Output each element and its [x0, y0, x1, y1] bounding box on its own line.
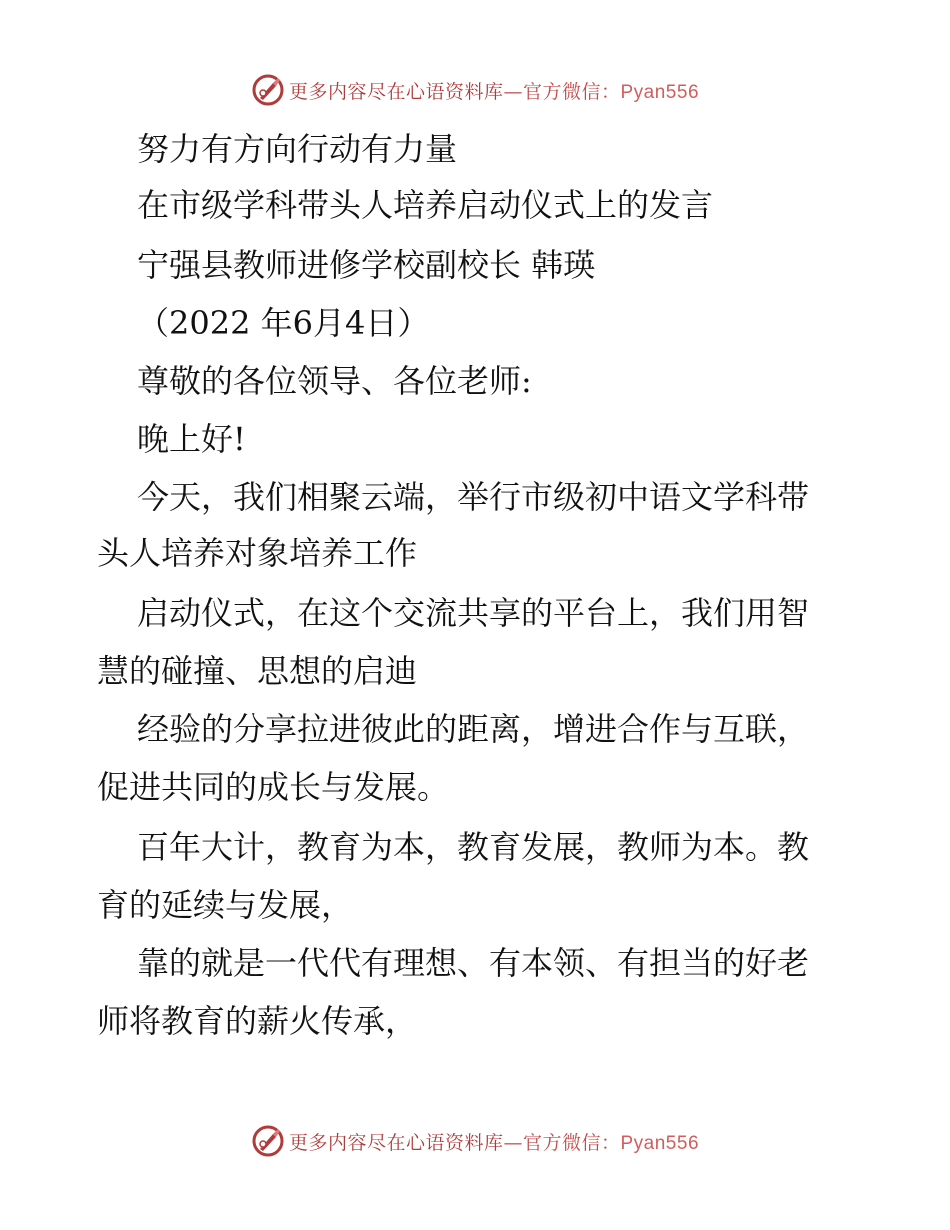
watermark-wechat-id: Pyan556 — [620, 1132, 700, 1154]
document-subtitle: 在市级学科带头人培养启动仪式上的发言 — [137, 186, 714, 224]
watermark-text: 更多内容尽在心语资料库 — [288, 80, 504, 103]
paragraph-line: 师将教育的薪火传承， — [97, 1002, 418, 1040]
footer-watermark — [0, 1121, 950, 1161]
watermark-separator: — — [503, 1131, 523, 1154]
paragraph-line: 靠的就是一代代有理想、有本领、有担当的好老 — [137, 944, 810, 982]
speaker-line: 宁强县教师进修学校副校长 韩瑛 — [137, 246, 596, 284]
paragraph-line: 头人培养对象培养工作 — [97, 534, 418, 572]
paragraph-line: 今天，我们相聚云端，举行市级初中语文学科带 — [137, 478, 810, 516]
paragraph-line: 育的延续与发展， — [97, 886, 354, 924]
header-watermark — [0, 70, 950, 110]
paragraph-line: 经验的分享拉进彼此的距离，增进合作与互联， — [137, 710, 810, 748]
watermark-wechat-label: 官方微信： — [522, 1131, 621, 1154]
greeting: 晚上好! — [137, 420, 246, 458]
watermark-wechat-label: 官方微信： — [522, 80, 621, 103]
paragraph-line: 启动仪式，在这个交流共享的平台上，我们用智 — [137, 594, 810, 632]
quill-logo-icon — [251, 73, 285, 107]
quill-logo-icon — [251, 1124, 285, 1158]
paragraph-line: 百年大计，教育为本，教育发展，教师为本。教 — [137, 828, 810, 866]
watermark-wechat-id: Pyan556 — [620, 81, 700, 103]
date-line: （2022 年6月4日） — [137, 304, 430, 342]
paragraph-line: 慧的碰撞、思想的启迪 — [97, 652, 418, 690]
paragraph-line: 促进共同的成长与发展。 — [97, 768, 450, 806]
watermark-separator: — — [503, 80, 523, 103]
salutation: 尊敬的各位领导、各位老师: — [137, 362, 532, 400]
watermark-text: 更多内容尽在心语资料库 — [288, 1131, 504, 1154]
document-title: 努力有方向行动有力量 — [137, 130, 458, 168]
